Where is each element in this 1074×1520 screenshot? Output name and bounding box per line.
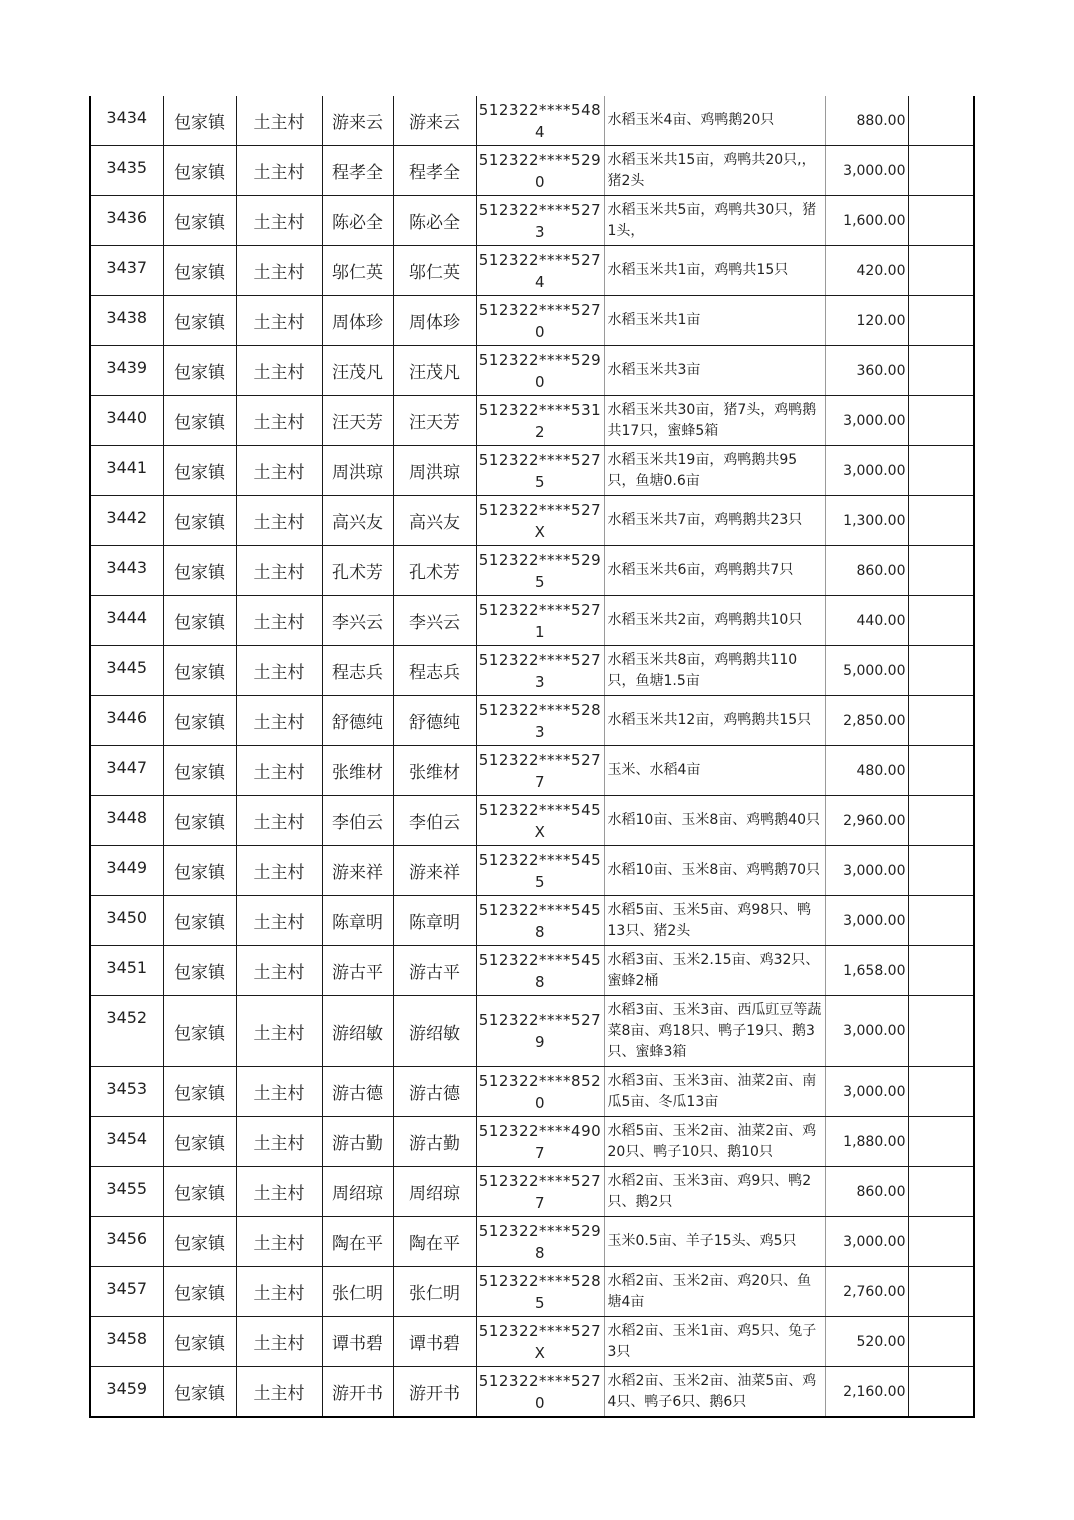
amount-cell: 880.00 — [825, 96, 908, 146]
remark-cell — [908, 1067, 974, 1117]
village-cell: 土主村 — [236, 846, 322, 896]
production-description-cell: 水稻玉米共6亩，鸡鸭鹅共7只 — [604, 546, 825, 596]
production-description-cell: 水稻玉米共7亩，鸡鸭鹅共23只 — [604, 496, 825, 546]
row-number-cell: 3436 — [90, 196, 163, 246]
amount-cell: 3,000.00 — [825, 846, 908, 896]
production-description-cell: 水稻5亩、玉米5亩、鸡98只、鸭13只、猪2头 — [604, 896, 825, 946]
remark-cell — [908, 96, 974, 146]
id-number-cell: 512322****5283 — [476, 696, 604, 746]
production-description-cell: 水稻10亩、玉米8亩、鸡鸭鹅40只 — [604, 796, 825, 846]
row-number-cell: 3454 — [90, 1117, 163, 1167]
table-row — [90, 1067, 974, 1117]
table-row — [90, 646, 974, 696]
row-number-cell: 3450 — [90, 896, 163, 946]
town-cell: 包家镇 — [163, 746, 236, 796]
table-row — [90, 396, 974, 446]
table-row — [90, 946, 974, 996]
name-cell: 陈必全 — [322, 196, 393, 246]
table-row — [90, 446, 974, 496]
amount-cell: 480.00 — [825, 746, 908, 796]
name-cell: 游绍敏 — [322, 996, 393, 1067]
account-holder-cell: 周绍琼 — [393, 1167, 476, 1217]
village-cell: 土主村 — [236, 996, 322, 1067]
village-cell: 土主村 — [236, 1217, 322, 1267]
amount-cell: 3,000.00 — [825, 446, 908, 496]
village-cell: 土主村 — [236, 296, 322, 346]
id-number-cell: 512322****5274 — [476, 246, 604, 296]
town-cell: 包家镇 — [163, 1367, 236, 1418]
account-holder-cell: 舒德纯 — [393, 696, 476, 746]
table-row — [90, 896, 974, 946]
row-number-cell: 3439 — [90, 346, 163, 396]
amount-cell: 1,880.00 — [825, 1117, 908, 1167]
table-row — [90, 346, 974, 396]
table-row — [90, 496, 974, 546]
production-description-cell: 水稻玉米共5亩，鸡鸭共30只，猪1头， — [604, 196, 825, 246]
row-number-cell: 3452 — [90, 996, 163, 1067]
production-description-cell: 水稻2亩、玉米1亩、鸡5只、兔子3只 — [604, 1317, 825, 1367]
production-description-cell: 玉米、水稻4亩 — [604, 746, 825, 796]
row-number-cell: 3451 — [90, 946, 163, 996]
table-row — [90, 146, 974, 196]
table-row — [90, 1117, 974, 1167]
name-cell: 谭书碧 — [322, 1317, 393, 1367]
id-number-cell: 512322****5275 — [476, 446, 604, 496]
village-cell: 土主村 — [236, 696, 322, 746]
account-holder-cell: 张维材 — [393, 746, 476, 796]
town-cell: 包家镇 — [163, 946, 236, 996]
name-cell: 周洪琼 — [322, 446, 393, 496]
name-cell: 程志兵 — [322, 646, 393, 696]
account-holder-cell: 周洪琼 — [393, 446, 476, 496]
town-cell: 包家镇 — [163, 646, 236, 696]
remark-cell — [908, 1367, 974, 1418]
production-description-cell: 水稻2亩、玉米3亩、鸡9只、鸭2只、鹅2只 — [604, 1167, 825, 1217]
village-cell: 土主村 — [236, 796, 322, 846]
row-number-cell: 3446 — [90, 696, 163, 746]
town-cell: 包家镇 — [163, 496, 236, 546]
town-cell: 包家镇 — [163, 396, 236, 446]
name-cell: 李伯云 — [322, 796, 393, 846]
id-number-cell: 512322****527X — [476, 496, 604, 546]
table-row — [90, 1167, 974, 1217]
id-number-cell: 512322****527X — [476, 1317, 604, 1367]
production-description-cell: 水稻3亩、玉米2.15亩、鸡32只、蜜蜂2桶 — [604, 946, 825, 996]
remark-cell — [908, 546, 974, 596]
production-description-cell: 玉米0.5亩、羊子15头、鸡5只 — [604, 1217, 825, 1267]
village-cell: 土主村 — [236, 946, 322, 996]
village-cell: 土主村 — [236, 546, 322, 596]
remark-cell — [908, 496, 974, 546]
town-cell: 包家镇 — [163, 1217, 236, 1267]
amount-cell: 120.00 — [825, 296, 908, 346]
remark-cell — [908, 896, 974, 946]
account-holder-cell: 李兴云 — [393, 596, 476, 646]
town-cell: 包家镇 — [163, 446, 236, 496]
table-row — [90, 996, 974, 1067]
village-cell: 土主村 — [236, 1117, 322, 1167]
amount-cell: 2,960.00 — [825, 796, 908, 846]
village-cell: 土主村 — [236, 1317, 322, 1367]
remark-cell — [908, 846, 974, 896]
town-cell: 包家镇 — [163, 1317, 236, 1367]
remark-cell — [908, 1267, 974, 1317]
row-number-cell: 3453 — [90, 1067, 163, 1117]
village-cell: 土主村 — [236, 646, 322, 696]
id-number-cell: 512322****5270 — [476, 1367, 604, 1418]
village-cell: 土主村 — [236, 1167, 322, 1217]
amount-cell: 860.00 — [825, 546, 908, 596]
id-number-cell: 512322****5458 — [476, 946, 604, 996]
row-number-cell: 3448 — [90, 796, 163, 846]
village-cell: 土主村 — [236, 1367, 322, 1418]
town-cell: 包家镇 — [163, 996, 236, 1067]
production-description-cell: 水稻玉米共8亩，鸡鸭鹅共110只，鱼塘1.5亩 — [604, 646, 825, 696]
town-cell: 包家镇 — [163, 546, 236, 596]
name-cell: 高兴友 — [322, 496, 393, 546]
town-cell: 包家镇 — [163, 596, 236, 646]
amount-cell: 3,000.00 — [825, 896, 908, 946]
id-number-cell: 512322****5298 — [476, 1217, 604, 1267]
production-description-cell: 水稻玉米共30亩，猪7头，鸡鸭鹅共17只，蜜蜂5箱 — [604, 396, 825, 446]
production-description-cell: 水稻2亩、玉米2亩、鸡20只、鱼塘4亩 — [604, 1267, 825, 1317]
table-row — [90, 796, 974, 846]
amount-cell: 440.00 — [825, 596, 908, 646]
table-row — [90, 846, 974, 896]
subsidy-register-table — [89, 96, 975, 1418]
table-row — [90, 1317, 974, 1367]
amount-cell: 360.00 — [825, 346, 908, 396]
id-number-cell: 512322****5290 — [476, 346, 604, 396]
name-cell: 周绍琼 — [322, 1167, 393, 1217]
table-row — [90, 296, 974, 346]
account-holder-cell: 周体珍 — [393, 296, 476, 346]
table-row — [90, 1267, 974, 1317]
id-number-cell: 512322****5484 — [476, 96, 604, 146]
production-description-cell: 水稻玉米共2亩，鸡鸭鹅共10只 — [604, 596, 825, 646]
table-row — [90, 746, 974, 796]
table-row — [90, 596, 974, 646]
amount-cell: 420.00 — [825, 246, 908, 296]
account-holder-cell: 程孝全 — [393, 146, 476, 196]
remark-cell — [908, 446, 974, 496]
remark-cell — [908, 146, 974, 196]
remark-cell — [908, 646, 974, 696]
amount-cell: 1,300.00 — [825, 496, 908, 546]
amount-cell: 1,600.00 — [825, 196, 908, 246]
village-cell: 土主村 — [236, 746, 322, 796]
name-cell: 舒德纯 — [322, 696, 393, 746]
production-description-cell: 水稻3亩、玉米3亩、油菜2亩、南瓜5亩、冬瓜13亩 — [604, 1067, 825, 1117]
account-holder-cell: 游来祥 — [393, 846, 476, 896]
account-holder-cell: 张仁明 — [393, 1267, 476, 1317]
id-number-cell: 512322****5271 — [476, 596, 604, 646]
account-holder-cell: 游古德 — [393, 1067, 476, 1117]
account-holder-cell: 高兴友 — [393, 496, 476, 546]
id-number-cell: 512322****5277 — [476, 1167, 604, 1217]
remark-cell — [908, 1117, 974, 1167]
village-cell: 土主村 — [236, 496, 322, 546]
row-number-cell: 3443 — [90, 546, 163, 596]
row-number-cell: 3435 — [90, 146, 163, 196]
amount-cell: 3,000.00 — [825, 146, 908, 196]
account-holder-cell: 游古勤 — [393, 1117, 476, 1167]
remark-cell — [908, 396, 974, 446]
name-cell: 李兴云 — [322, 596, 393, 646]
account-holder-cell: 陈必全 — [393, 196, 476, 246]
name-cell: 周体珍 — [322, 296, 393, 346]
row-number-cell: 3441 — [90, 446, 163, 496]
table-row — [90, 696, 974, 746]
row-number-cell: 3457 — [90, 1267, 163, 1317]
table-row — [90, 96, 974, 146]
id-number-cell: 512322****5458 — [476, 896, 604, 946]
name-cell: 陶在平 — [322, 1217, 393, 1267]
town-cell: 包家镇 — [163, 196, 236, 246]
amount-cell: 3,000.00 — [825, 1067, 908, 1117]
row-number-cell: 3456 — [90, 1217, 163, 1267]
town-cell: 包家镇 — [163, 1267, 236, 1317]
id-number-cell: 512322****5279 — [476, 996, 604, 1067]
town-cell: 包家镇 — [163, 1067, 236, 1117]
account-holder-cell: 游来云 — [393, 96, 476, 146]
table-body — [90, 96, 974, 1417]
remark-cell — [908, 196, 974, 246]
town-cell: 包家镇 — [163, 296, 236, 346]
town-cell: 包家镇 — [163, 1167, 236, 1217]
id-number-cell: 512322****5312 — [476, 396, 604, 446]
account-holder-cell: 邬仁英 — [393, 246, 476, 296]
amount-cell: 3,000.00 — [825, 1217, 908, 1267]
row-number-cell: 3437 — [90, 246, 163, 296]
id-number-cell: 512322****5455 — [476, 846, 604, 896]
town-cell: 包家镇 — [163, 846, 236, 896]
row-number-cell: 3449 — [90, 846, 163, 896]
table-row — [90, 1367, 974, 1418]
account-holder-cell: 游古平 — [393, 946, 476, 996]
name-cell: 游开书 — [322, 1367, 393, 1418]
amount-cell: 3,000.00 — [825, 396, 908, 446]
account-holder-cell: 游开书 — [393, 1367, 476, 1418]
remark-cell — [908, 696, 974, 746]
remark-cell — [908, 246, 974, 296]
remark-cell — [908, 346, 974, 396]
name-cell: 程孝全 — [322, 146, 393, 196]
row-number-cell: 3459 — [90, 1367, 163, 1418]
name-cell: 游来云 — [322, 96, 393, 146]
village-cell: 土主村 — [236, 196, 322, 246]
account-holder-cell: 陈章明 — [393, 896, 476, 946]
name-cell: 孔术芳 — [322, 546, 393, 596]
id-number-cell: 512322****5277 — [476, 746, 604, 796]
village-cell: 土主村 — [236, 346, 322, 396]
name-cell: 游古勤 — [322, 1117, 393, 1167]
amount-cell: 3,000.00 — [825, 996, 908, 1067]
row-number-cell: 3438 — [90, 296, 163, 346]
village-cell: 土主村 — [236, 96, 322, 146]
name-cell: 游古平 — [322, 946, 393, 996]
production-description-cell: 水稻5亩、玉米2亩、油菜2亩、鸡20只、鸭子10只、鹅10只 — [604, 1117, 825, 1167]
town-cell: 包家镇 — [163, 246, 236, 296]
amount-cell: 520.00 — [825, 1317, 908, 1367]
name-cell: 汪茂凡 — [322, 346, 393, 396]
account-holder-cell: 汪天芳 — [393, 396, 476, 446]
table-row — [90, 546, 974, 596]
id-number-cell: 512322****5273 — [476, 646, 604, 696]
id-number-cell: 512322****5270 — [476, 296, 604, 346]
id-number-cell: 512322****4907 — [476, 1117, 604, 1167]
account-holder-cell: 汪茂凡 — [393, 346, 476, 396]
name-cell: 陈章明 — [322, 896, 393, 946]
remark-cell — [908, 596, 974, 646]
row-number-cell: 3455 — [90, 1167, 163, 1217]
row-number-cell: 3445 — [90, 646, 163, 696]
production-description-cell: 水稻玉米共3亩 — [604, 346, 825, 396]
row-number-cell: 3440 — [90, 396, 163, 446]
remark-cell — [908, 1167, 974, 1217]
id-number-cell: 512322****5295 — [476, 546, 604, 596]
village-cell: 土主村 — [236, 1267, 322, 1317]
production-description-cell: 水稻玉米共12亩，鸡鸭鹅共15只 — [604, 696, 825, 746]
remark-cell — [908, 996, 974, 1067]
remark-cell — [908, 746, 974, 796]
village-cell: 土主村 — [236, 246, 322, 296]
production-description-cell: 水稻3亩、玉米3亩、西瓜豇豆等蔬菜8亩、鸡18只、鸭子19只、鹅3只、蜜蜂3箱 — [604, 996, 825, 1067]
town-cell: 包家镇 — [163, 796, 236, 846]
remark-cell — [908, 796, 974, 846]
account-holder-cell: 陶在平 — [393, 1217, 476, 1267]
account-holder-cell: 谭书碧 — [393, 1317, 476, 1367]
town-cell: 包家镇 — [163, 346, 236, 396]
amount-cell: 2,160.00 — [825, 1367, 908, 1418]
row-number-cell: 3434 — [90, 96, 163, 146]
id-number-cell: 512322****545X — [476, 796, 604, 846]
production-description-cell: 水稻玉米共1亩 — [604, 296, 825, 346]
remark-cell — [908, 1317, 974, 1367]
account-holder-cell: 程志兵 — [393, 646, 476, 696]
remark-cell — [908, 296, 974, 346]
table-row — [90, 196, 974, 246]
remark-cell — [908, 946, 974, 996]
amount-cell: 860.00 — [825, 1167, 908, 1217]
row-number-cell: 3458 — [90, 1317, 163, 1367]
row-number-cell: 3442 — [90, 496, 163, 546]
village-cell: 土主村 — [236, 146, 322, 196]
account-holder-cell: 李伯云 — [393, 796, 476, 846]
production-description-cell: 水稻玉米共19亩，鸡鸭鹅共95只，鱼塘0.6亩 — [604, 446, 825, 496]
village-cell: 土主村 — [236, 446, 322, 496]
production-description-cell: 水稻2亩、玉米2亩、油菜5亩、鸡4只、鸭子6只、鹅6只 — [604, 1367, 825, 1418]
village-cell: 土主村 — [236, 1067, 322, 1117]
production-description-cell: 水稻玉米共1亩，鸡鸭共15只 — [604, 246, 825, 296]
production-description-cell: 水稻玉米4亩、鸡鸭鹅20只 — [604, 96, 825, 146]
town-cell: 包家镇 — [163, 1117, 236, 1167]
id-number-cell: 512322****5290 — [476, 146, 604, 196]
name-cell: 张维材 — [322, 746, 393, 796]
town-cell: 包家镇 — [163, 896, 236, 946]
row-number-cell: 3444 — [90, 596, 163, 646]
remark-cell — [908, 1217, 974, 1267]
town-cell: 包家镇 — [163, 146, 236, 196]
id-number-cell: 512322****5285 — [476, 1267, 604, 1317]
id-number-cell: 512322****5273 — [476, 196, 604, 246]
row-number-cell: 3447 — [90, 746, 163, 796]
name-cell: 邬仁英 — [322, 246, 393, 296]
name-cell: 汪天芳 — [322, 396, 393, 446]
name-cell: 游古德 — [322, 1067, 393, 1117]
account-holder-cell: 游绍敏 — [393, 996, 476, 1067]
name-cell: 张仁明 — [322, 1267, 393, 1317]
amount-cell: 2,850.00 — [825, 696, 908, 746]
production-description-cell: 水稻10亩、玉米8亩、鸡鸭鹅70只 — [604, 846, 825, 896]
table-row — [90, 246, 974, 296]
id-number-cell: 512322****8520 — [476, 1067, 604, 1117]
account-holder-cell: 孔术芳 — [393, 546, 476, 596]
village-cell: 土主村 — [236, 896, 322, 946]
table-row — [90, 1217, 974, 1267]
production-description-cell: 水稻玉米共15亩，鸡鸭共20只,，猪2头 — [604, 146, 825, 196]
town-cell: 包家镇 — [163, 96, 236, 146]
amount-cell: 1,658.00 — [825, 946, 908, 996]
name-cell: 游来祥 — [322, 846, 393, 896]
amount-cell: 5,000.00 — [825, 646, 908, 696]
town-cell: 包家镇 — [163, 696, 236, 746]
village-cell: 土主村 — [236, 596, 322, 646]
village-cell: 土主村 — [236, 396, 322, 446]
amount-cell: 2,760.00 — [825, 1267, 908, 1317]
